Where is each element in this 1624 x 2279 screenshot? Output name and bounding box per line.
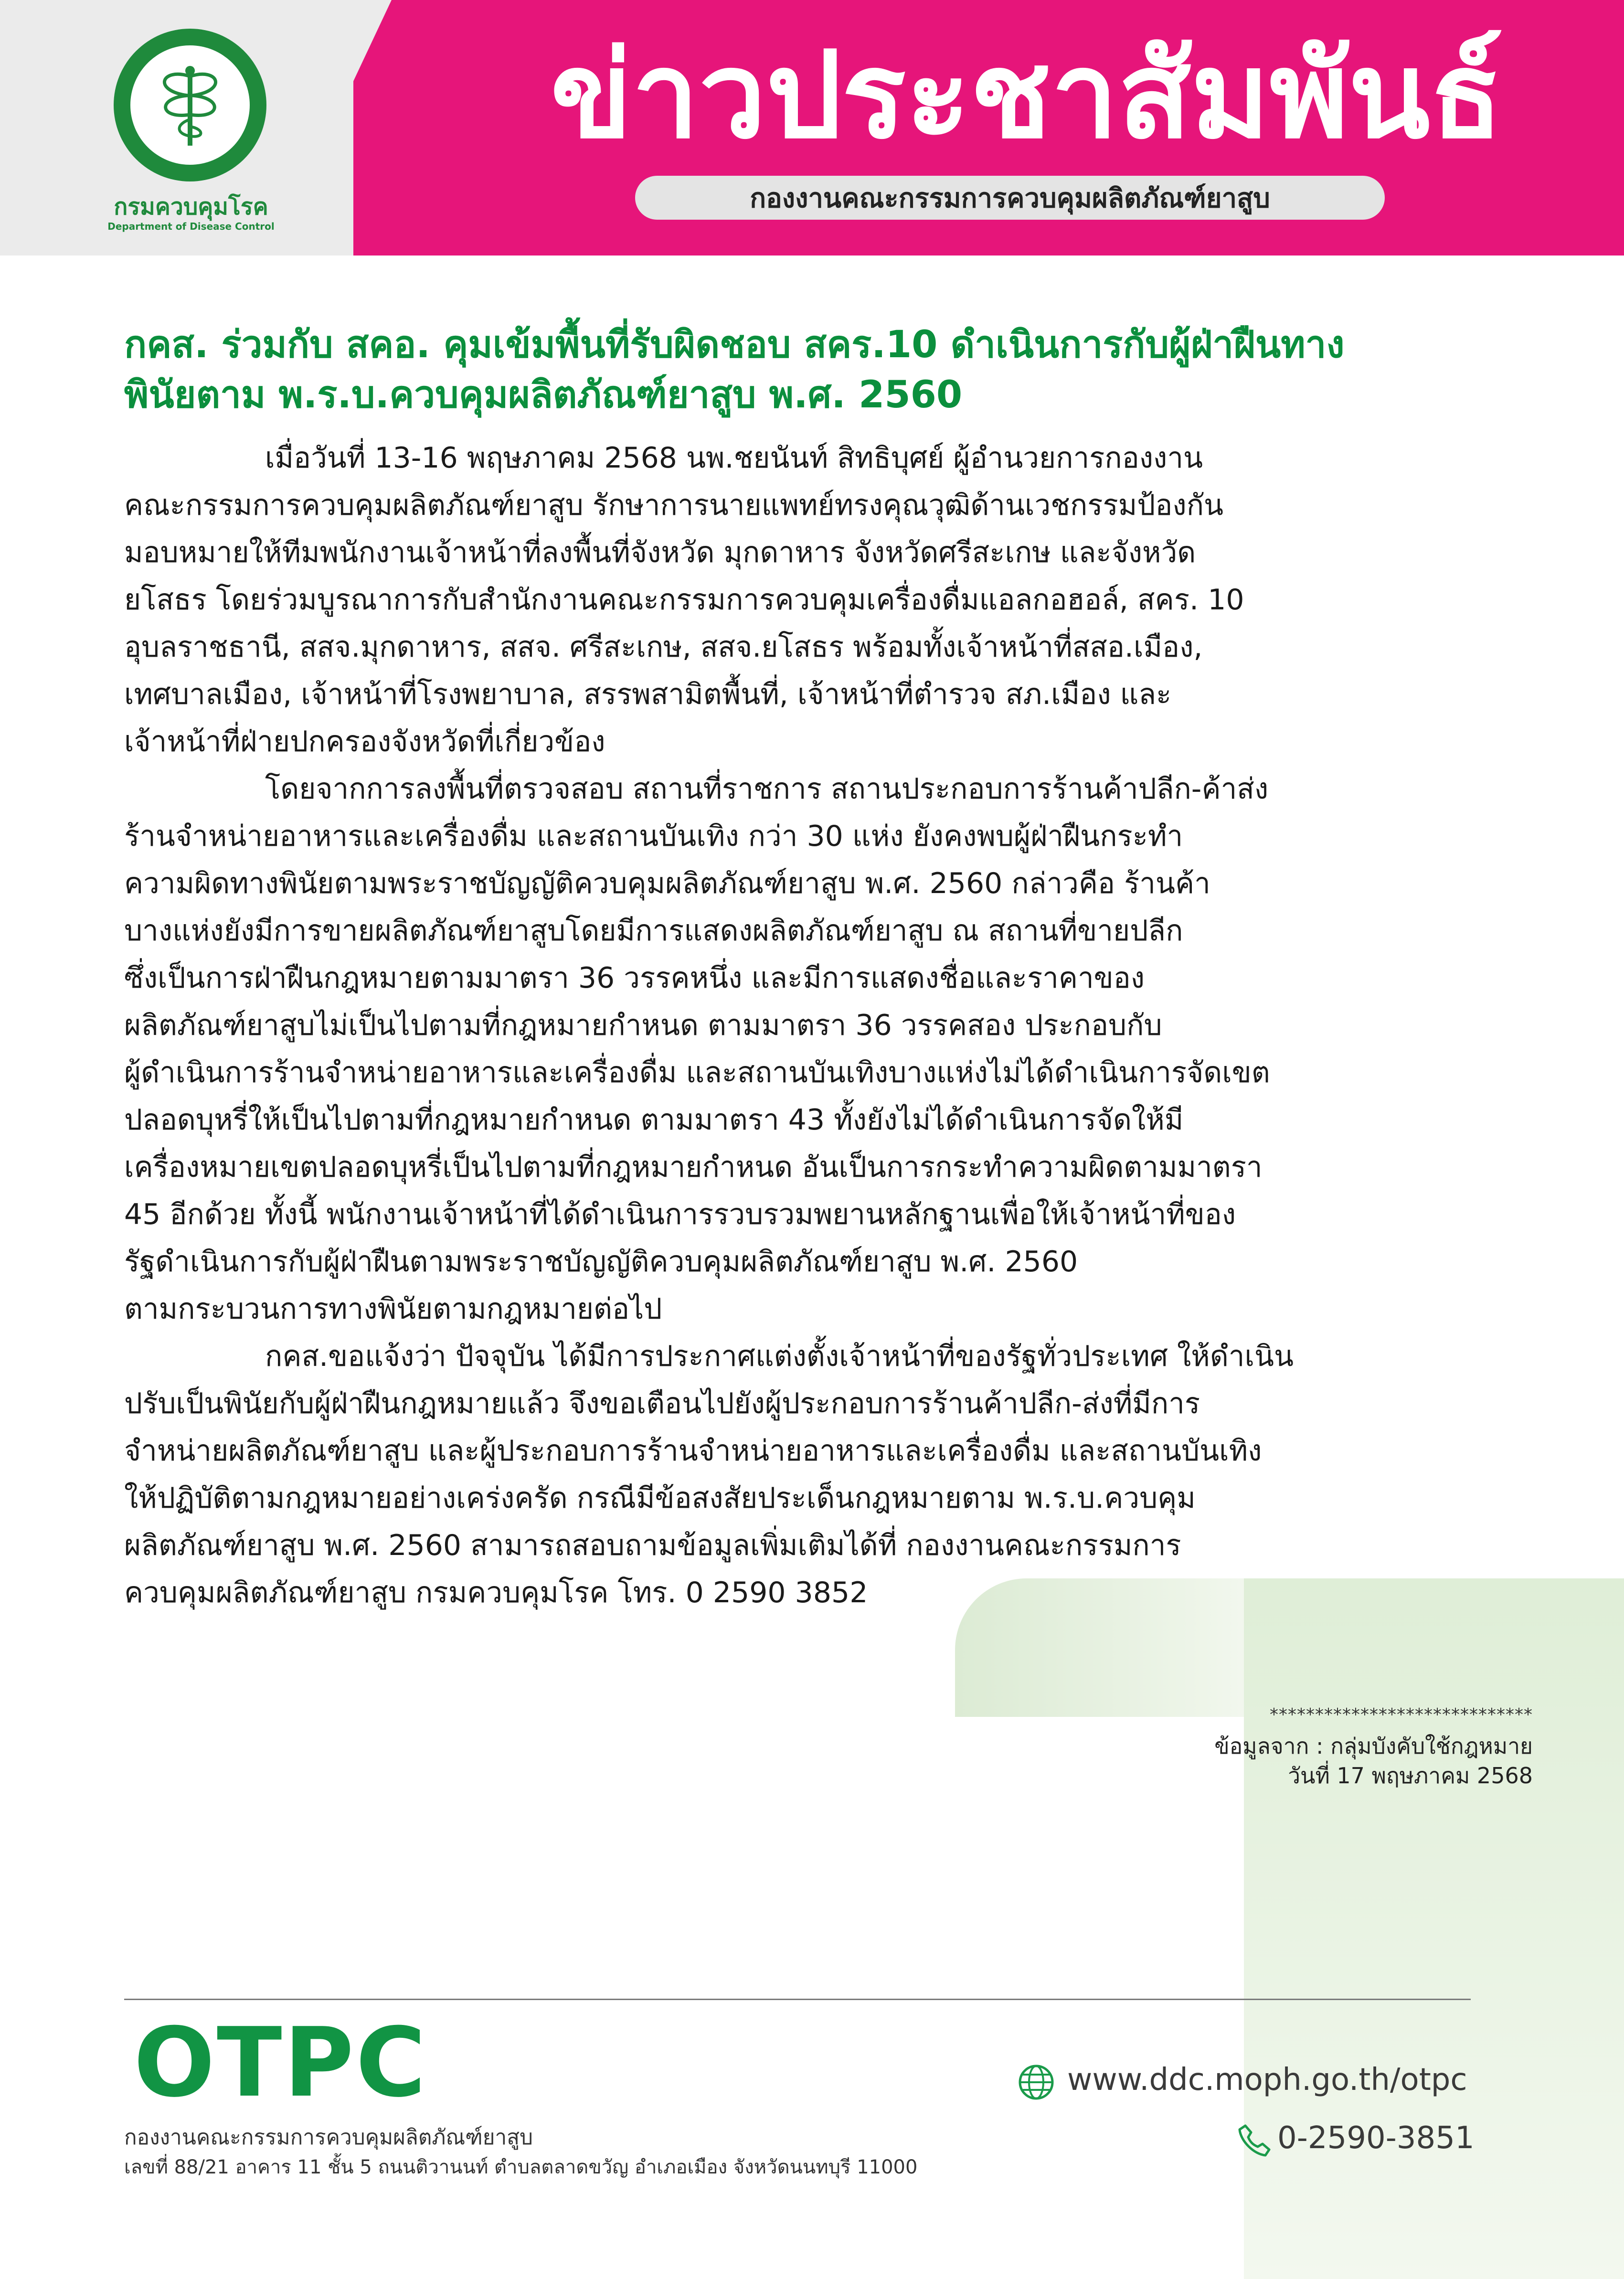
- body-line: กคส.ขอแจ้งว่า ปัจจุบัน ได้มีการประกาศแต่งตั้งเจ้าหน้าที่ของรัฐทั่วประเทศ ให้ดำเนิน: [265, 1340, 1294, 1373]
- body-line: ปรับเป็นพินัยกับผู้ฝ่าฝืนกฎหมายแล้ว จึงขอเตือนไปยังผู้ประกอบการร้านค้าปลีก-ส่งที่มีการ: [124, 1387, 1200, 1420]
- banner-title: ข่าวประชาสัมพันธ์: [550, 26, 1503, 165]
- body-line: โดยจากการลงพื้นที่ตรวจสอบ สถานที่ราชการ สถานประกอบการร้านค้าปลีก-ค้าส่ง: [265, 772, 1269, 806]
- body-line: ยโสธร โดยร่วมบูรณาการกับสำนักงานคณะกรรมการควบคุมเครื่องดื่มแอลกอฮอล์, สคร. 10: [124, 583, 1244, 617]
- body-line: ผลิตภัณฑ์ยาสูบ พ.ศ. 2560 สามารถสอบถามข้อมูลเพิ่มเติมได้ที่ กองงานคณะกรรมการ: [124, 1529, 1181, 1562]
- body-line: ซึ่งเป็นการฝ่าฝืนกฎหมายตามมาตรา 36 วรรคหนึ่ง และมีการแสดงชื่อและราคาของ: [124, 961, 1145, 995]
- footer-org-name: กองงานคณะกรรมการควบคุมผลิตภัณฑ์ยาสูบ: [124, 2125, 533, 2150]
- emblem-icon: [130, 45, 250, 165]
- body-line: อุบลราชธานี, สสจ.มุกดาหาร, สสจ. ศรีสะเกษ, สสจ.ยโสธร พร้อมทั้งเจ้าหน้าที่สสอ.เมือง,: [124, 630, 1203, 664]
- headline-line: พินัยตาม พ.ร.บ.ควบคุมผลิตภัณฑ์ยาสูบ พ.ศ. 2560: [124, 373, 963, 416]
- phone-number[interactable]: 0-2590-3851: [1277, 2120, 1475, 2156]
- footer-address: เลขที่ 88/21 อาคาร 11 ชั้น 5 ถนนติวานนท์ ตำบลตลาดขวัญ อำเภอเมือง จังหวัดนนทบุรี 11000: [124, 2156, 918, 2178]
- body-line: มอบหมายให้ทีมพนักงานเจ้าหน้าที่ลงพื้นที่จังหวัด มุกดาหาร จังหวัดศรีสะเกษ และจังหวัด: [124, 536, 1196, 569]
- body-line: เทศบาลเมือง, เจ้าหน้าที่โรงพยาบาล, สรรพสามิตพื้นที่, เจ้าหน้าที่ตำรวจ สภ.เมือง และ: [124, 678, 1172, 711]
- article-body: [124, 435, 1538, 1617]
- article-headline: [124, 320, 1538, 420]
- logo-subtitle: Department of Disease Control: [107, 221, 275, 232]
- decorative-shape: [1244, 1578, 1624, 2279]
- date-line: วันที่ 17 พฤษภาคม 2568: [1288, 1763, 1533, 1789]
- footer-divider: [124, 1999, 1471, 2000]
- body-line: ผู้ดำเนินการร้านจำหน่ายอาหารและเครื่องดื่ม และสถานบันเทิงบางแห่งไม่ได้ดำเนินการจัดเขต: [124, 1056, 1270, 1089]
- body-line: 45 อีกด้วย ทั้งนี้ พนักงานเจ้าหน้าที่ได้ดำเนินการรวบรวมพยานหลักฐานเพื่อให้เจ้าหน้าที่ของ: [124, 1198, 1236, 1231]
- headline-line: กคส. ร่วมกับ สคอ. คุมเข้มพื้นที่รับผิดชอบ สคร.10 ดำเนินการกับผู้ฝ่าฝืนทาง: [124, 323, 1345, 366]
- body-line: ปลอดบุหรี่ให้เป็นไปตามที่กฎหมายกำหนด ตามมาตรา 43 ทั้งยังไม่ได้ดำเนินการจัดให้มี: [124, 1103, 1184, 1137]
- body-line: จำหน่ายผลิตภัณฑ์ยาสูบ และผู้ประกอบการร้านจำหน่ายอาหารและเครื่องดื่ม และสถานบันเทิง: [124, 1434, 1262, 1468]
- logo-name: กรมควบคุมโรค: [114, 193, 268, 220]
- body-line: ความผิดทางพินัยตามพระราชบัญญัติควบคุมผลิตภัณฑ์ยาสูบ พ.ศ. 2560 กล่าวคือ ร้านค้า: [124, 867, 1210, 900]
- ddc-emblem: [114, 29, 266, 181]
- body-line: ร้านจำหน่ายอาหารและเครื่องดื่ม และสถานบันเทิง กว่า 30 แห่ง ยังคงพบผู้ฝ่าฝืนกระทำ: [124, 820, 1183, 853]
- body-line: เจ้าหน้าที่ฝ่ายปกครองจังหวัดที่เกี่ยวข้อง: [124, 725, 605, 758]
- body-line: เครื่องหมายเขตปลอดบุหรี่เป็นไปตามที่กฎหมายกำหนด อันเป็นการกระทำความผิดตามมาตรา: [124, 1150, 1263, 1184]
- phone-icon: [1237, 2123, 1272, 2158]
- body-line: รัฐดำเนินการกับผู้ฝ่าฝืนตามพระราชบัญญัติควบคุมผลิตภัณฑ์ยาสูบ พ.ศ. 2560: [124, 1245, 1078, 1278]
- banner-subtitle: กองงานคณะกรรมการควบคุมผลิตภัณฑ์ยาสูบ: [635, 176, 1385, 220]
- body-line: ควบคุมผลิตภัณฑ์ยาสูบ กรมควบคุมโรค โทร. 0 2590 3852: [124, 1576, 868, 1609]
- body-line: คณะกรรมการควบคุมผลิตภัณฑ์ยาสูบ รักษาการนายแพทย์ทรงคุณวุฒิด้านเวชกรรมป้องกัน: [124, 489, 1224, 522]
- website-link[interactable]: www.ddc.moph.go.th/otpc: [1067, 2062, 1467, 2098]
- body-line: ผลิตภัณฑ์ยาสูบไม่เป็นไปตามที่กฎหมายกำหนด ตามมาตรา 36 วรรคสอง ประกอบกับ: [124, 1009, 1162, 1042]
- separator-stars: *****************************: [1270, 1705, 1533, 1725]
- body-line: ให้ปฏิบัติตามกฎหมายอย่างเคร่งครัด กรณีมีข้อสงสัยประเด็นกฎหมายตาม พ.ร.บ.ควบคุม: [124, 1481, 1196, 1515]
- body-line: ตามกระบวนการทางพินัยตามกฎหมายต่อไป: [124, 1292, 662, 1326]
- globe-icon: [1017, 2063, 1055, 2101]
- source-info: [1098, 1731, 1533, 1790]
- body-line: เมื่อวันที่ 13-16 พฤษภาคม 2568 นพ.ชยนันท์ สิทธิบุศย์ ผู้อำนวยการกองงาน: [265, 441, 1203, 475]
- body-line: บางแห่งยังมีการขายผลิตภัณฑ์ยาสูบโดยมีการแสดงผลิตภัณฑ์ยาสูบ ณ สถานที่ขายปลีก: [124, 914, 1183, 948]
- otpc-logo: OTPC: [134, 2007, 428, 2119]
- source-line: ข้อมูลจาก : กลุ่มบังคับใช้กฎหมาย: [1214, 1733, 1533, 1759]
